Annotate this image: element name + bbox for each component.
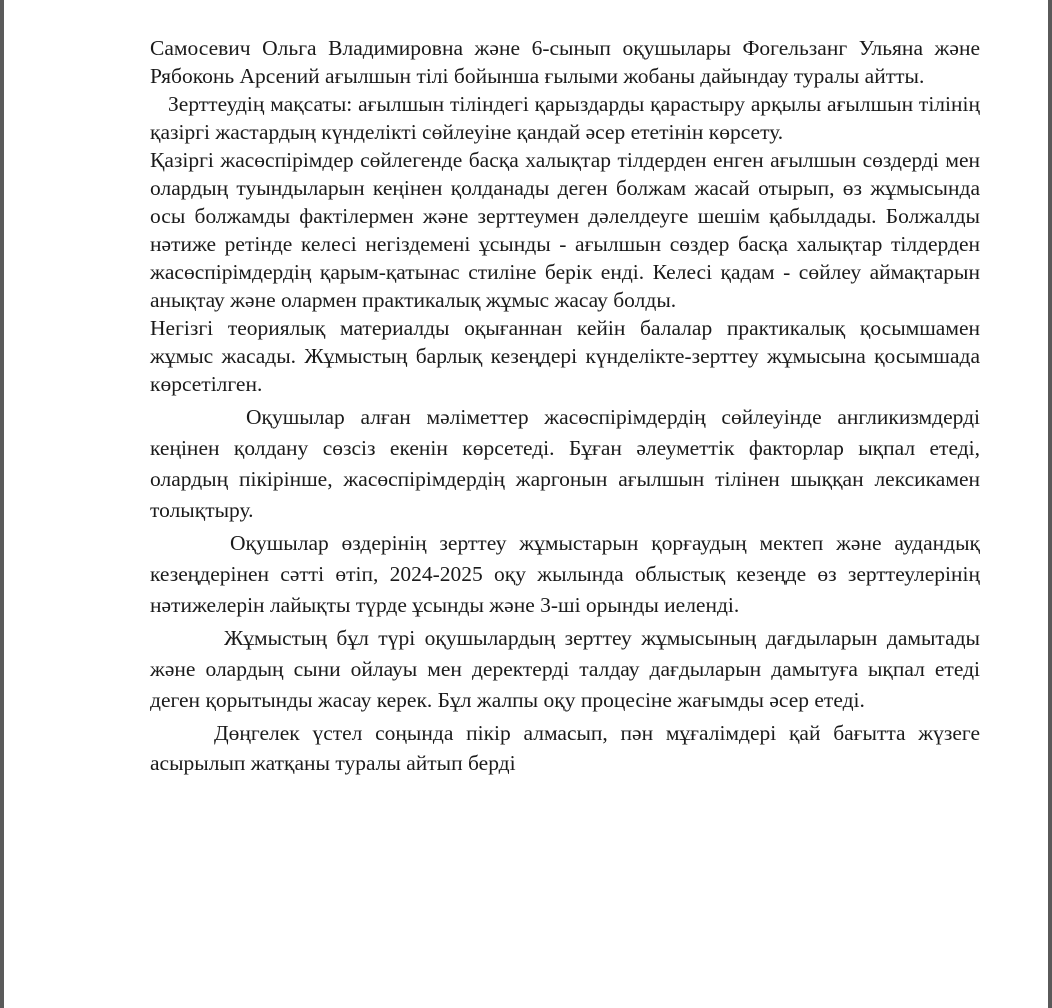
document-body (150, 34, 980, 778)
paragraph-1: Самосевич Ольга Владимировна және 6-сынып оқушылары Фогельзанг Ульяна және Рябоконь Арсений ағылшын тілі бойынша ғылыми жобаны дайындау туралы айтты. (150, 36, 980, 88)
paragraph-7: Жұмыстың бұл түрі оқушылардың зерттеу жұмысының дағдыларын дамытады және олардың сыни ойлауы мен деректерді талдау дағдыларын дамытуға ықпал етеді деген қорытынды жасау керек. Бұл жалпы оқу процесіне жағымды әсер етеді. (150, 626, 980, 712)
paragraph-6: Оқушылар өздерінің зерттеу жұмыстарын қорғаудың мектеп және аудандық кезеңдерінен сәтті өтіп, 2024-2025 оқу жылында облыстық кезеңде өз зерттеулерінің нәтижелерін лайықты түрде ұсынды және 3-ші орынды иеленді. (150, 531, 980, 617)
paragraph-4: Негізгі теориялық материалды оқығаннан кейін балалар практикалық қосымшамен жұмыс жасады. Жұмыстың барлық кезеңдері күнделікте-зерттеу жұмысына қосымшада көрсетілген. (150, 316, 980, 396)
paragraph-3: Қазіргі жасөспірімдер сөйлегенде басқа халықтар тілдерден енген ағылшын сөздерді мен олардың туындыларын кеңінен қолданады деген болжам жасай отырып, өз жұмысында осы болжамды фактілермен және зерттеумен дәлелдеуге шешім қабылдады. Болжалды нәтиже ретінде келесі негіздемені ұсынды - ағылшын сөздер басқа халықтар тілдерден жасөспірімдердің қарым-қатынас стиліне берік енді. Келесі қадам - сөйлеу аймақтарын анықтау және олармен практикалық жұмыс жасау болды. (150, 148, 980, 312)
document-page (4, 0, 1048, 1008)
paragraph-5: Оқушылар алған мәліметтер жасөспірімдердің сөйлеуінде англикизмдерді кеңінен қолдану сөзсіз екенін көрсетеді. Бұған әлеуметтік факторлар ықпал етеді, олардың пікірінше, жасөспірімдердің жаргонын ағылшын тілінен шыққан лексикамен толықтыру. (150, 405, 980, 522)
paragraph-8: Дөңгелек үстел соңында пікір алмасып, пән мұғалімдері қай бағытта жүзеге асырылып жатқаны туралы айтып берді (150, 721, 980, 775)
paragraph-2: Зерттеудің мақсаты: ағылшын тіліндегі қарыздарды қарастыру арқылы ағылшын тілінің қазіргі жастардың күнделікті сөйлеуіне қандай әсер ететінін көрсету. (150, 92, 980, 144)
